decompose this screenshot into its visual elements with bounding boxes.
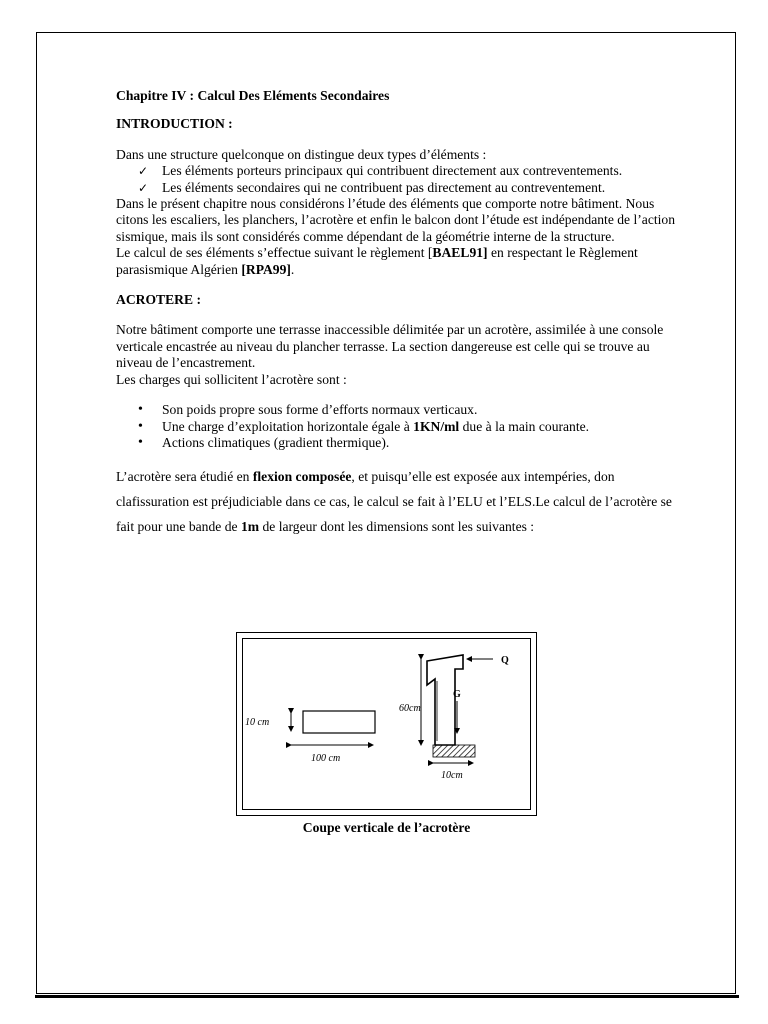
chapter-title: Chapitre IV : Calcul Des Eléments Secondaires xyxy=(116,88,390,103)
charge-item: • Actions climatiques (gradient thermique). xyxy=(138,435,676,451)
acrotere-paragraph: Notre bâtiment comporte une terrasse inaccessible délimitée par un acrotère, assimilée à une console verticale encastrée au niveau du plancher terrasse. La section dangereuse est celle qui se trouve au niveau de l’encastrement. xyxy=(116,322,664,371)
label-100cm: 100 cm xyxy=(311,753,341,764)
label-q: Q xyxy=(501,655,509,666)
reg-text: . xyxy=(290,261,295,277)
element-type-item: ✓ Les éléments secondaires qui ne contribuent pas directement au contreventement. xyxy=(138,180,676,196)
reg-bael: BAEL91] xyxy=(432,245,488,261)
study-bold: 1m xyxy=(240,518,260,534)
study-bold: flexion composée xyxy=(252,469,352,485)
intro-paragraph: Dans le présent chapitre nous considérons l’étude des éléments que comporte notre bâtiment. Nous citons les escaliers, les planchers, l’acrotère et enfin le balcon dont l’étude est indépendante de l’action sismique, mais ils sont considérés comme dépendant de la géométrie interne de la structure. xyxy=(116,196,676,244)
acrotere-profile xyxy=(427,655,463,745)
element-type-item: ✓ Les éléments porteurs principaux qui contribuent directement aux contreventements. xyxy=(138,163,676,179)
charge-item xyxy=(138,419,676,435)
reg-text: en respectant le Règlement parasismique Algérien xyxy=(116,245,638,277)
study-text: , et puisqu’elle est exposée aux intempéries, don clafissuration est préjudiciable dans ce cas, le calcul se fait à l’ELU et l’ELS.Le calcul de l’acrotère se fait pour une bande de xyxy=(116,469,672,534)
charge-value: 1KN/ml xyxy=(413,418,460,434)
figure-caption: Coupe verticale de l’acrotère xyxy=(302,820,471,835)
figure-box xyxy=(236,632,537,816)
charges-list xyxy=(116,402,676,451)
regulation-paragraph xyxy=(116,245,676,278)
section-rectangle xyxy=(303,711,375,733)
intro-heading: INTRODUCTION : xyxy=(116,116,233,132)
reg-text: Le calcul de ses éléments s’effectue suivant le règlement [ xyxy=(116,245,433,261)
label-g: G xyxy=(453,689,461,700)
study-text: L’acrotère sera étudié en xyxy=(116,469,253,485)
label-10cm-base: 10cm xyxy=(441,770,463,781)
charge-text: due à la main courante. xyxy=(459,418,590,434)
charge-text: Une charge d’exploitation horizontale égale à xyxy=(162,418,414,434)
intro-text: Dans une structure quelconque on distingue deux types d’éléments : xyxy=(116,146,487,162)
document-body xyxy=(116,88,676,539)
label-10cm-left: 10 cm xyxy=(245,717,270,728)
reg-rpa: [RPA99] xyxy=(241,261,291,277)
acrotere-heading: ACROTERE : xyxy=(116,292,201,308)
study-text: de largeur dont les dimensions sont les suivantes : xyxy=(259,518,535,534)
charges-intro: Les charges qui sollicitent l’acrotère sont : xyxy=(116,371,347,387)
fixed-support xyxy=(433,745,475,757)
element-types-list xyxy=(116,163,676,196)
label-60cm: 60cm xyxy=(399,703,421,714)
acrotere-diagram xyxy=(237,633,538,817)
charge-item: • Son poids propre sous forme d’efforts normaux verticaux. xyxy=(138,402,676,418)
study-paragraph xyxy=(116,465,676,539)
